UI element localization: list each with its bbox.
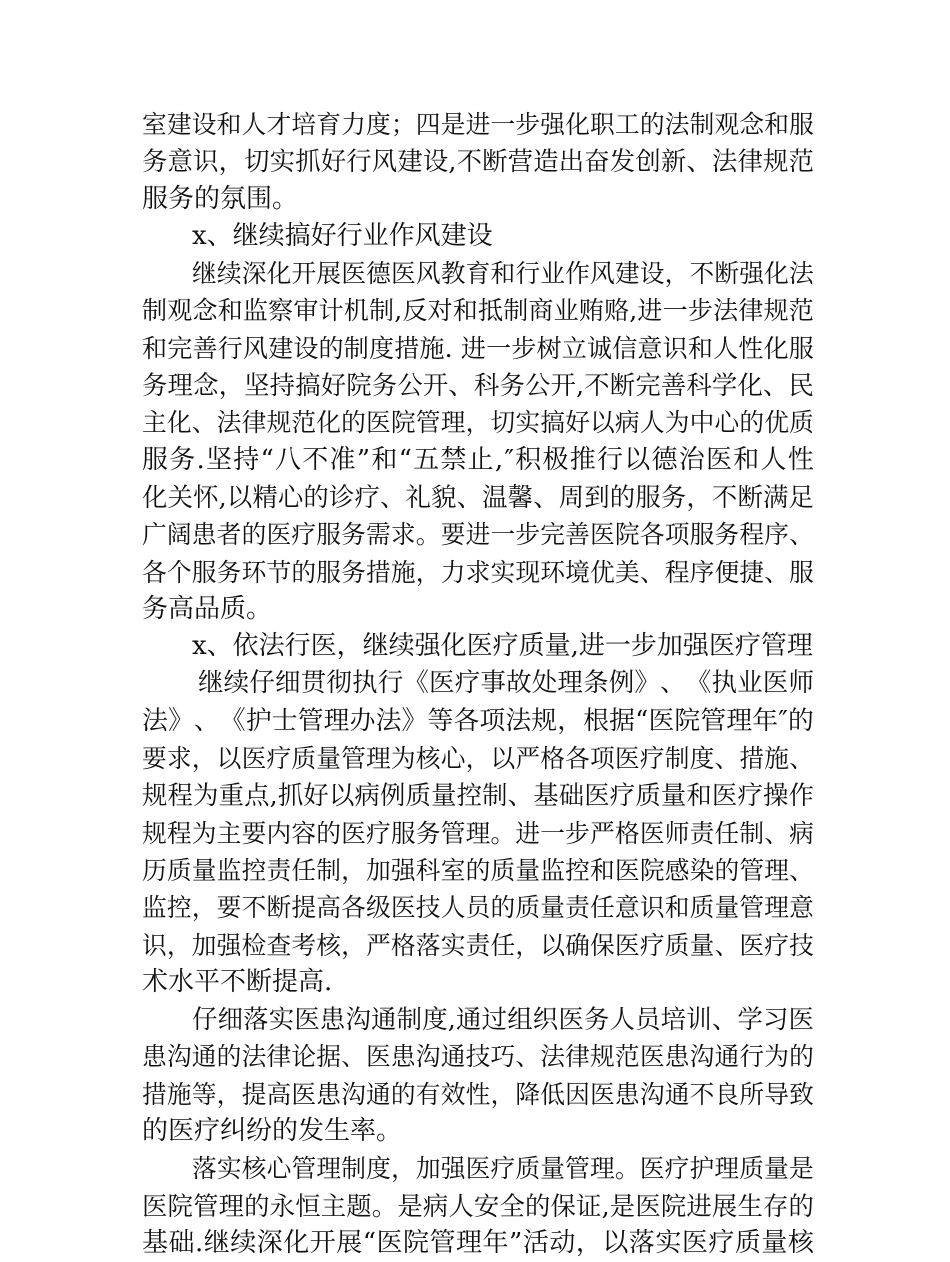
text-line: 落 实 核 心 管 理 制 度 ， 加 强 医 疗 质 量 管 理 。 医 疗 护 理 质 量 是 — [192, 1154, 814, 1184]
text-line: 法 》 、 《 护 士 管 理 办 法 》 等 各 项 法 规 ， 根 据 “ 医 院 管 理 年 ″ 的 — [142, 705, 814, 736]
text-line: 措 施 等 ， 提 高 医 患 沟 通 的 有 效 性 ， 降 低 因 医 患 沟 通 不 良 所 导 致 — [142, 1079, 814, 1109]
text-line: 仔 细 落 实 医 患 沟 通 制 度 , 通 过 组 织 医 务 人 员 培 训 、 学 习 医 — [192, 1004, 814, 1035]
text-line: 和 完 善 行 风 建 设 的 制 度 措 施 . 进 一 步 树 立 诚 信 意 识 和 人 性 化 服 — [142, 333, 814, 363]
text-line: 务 理 念 ， 坚 持 搞 好 院 务 公 开 、 科 务 公 开 , 不 断 完 善 科 学 化 、 民 — [142, 370, 814, 401]
text-line: 服务的氛围。 — [142, 183, 299, 214]
text-line: 患 沟 通 的 法 律 论 据 、 医 患 沟 通 技 巧 、 法 律 规 范 医 患 沟 通 行 为 的 — [142, 1042, 814, 1072]
text-line: 术水平不断提高. — [142, 966, 333, 997]
text-line: 制 观 念 和 监 察 审 计 机 制 , 反 对 和 抵 制 商 业 贿 赂 , 进 一 步 法 律 规 范 — [142, 296, 814, 326]
text-line: 要 求 ， 以 医 疗 质 量 管 理 为 核 心 ， 以 严 格 各 项 医 疗 制 度 、 措 施 、 — [142, 744, 814, 774]
text-line: 服 务 . 坚 持 “ 八 不 准 ” 和 “ 五 禁 止 , ″ 积 极 推 行 以 德 治 医 和 人 性 — [142, 444, 814, 475]
text-line: 继 续 仔 细 贯 彻 执 行 《 医 疗 事 故 处 理 条 例 》 、 《 执 业 医 师 — [198, 668, 814, 699]
text-line: 规 程 为 重 点 , 抓 好 以 病 例 质 量 控 制 、 基 础 医 疗 质 量 和 医 疗 操 作 — [142, 780, 814, 811]
text-line: 务高品质。 — [142, 593, 273, 624]
section-heading: x、依法行医，继续强化医疗质量,进一步加强医疗管理 — [192, 631, 813, 662]
text-line: 规 程 为 主 要 内 容 的 医 疗 服 务 管 理 。 进 一 步 严 格 医 师 责 任 制 、 病 — [142, 818, 814, 848]
text-line: 基 础 . 继 续 深 化 开 展 “ 医 院 管 理 年 ” 活 动 ， 以 落 实 医 疗 质 量 核 — [142, 1227, 814, 1258]
text-line: 的医疗纠纷的发生率。 — [142, 1116, 403, 1147]
text-line: 继 续 深 化 开 展 医 德 医 风 教 育 和 行 业 作 风 建 设 ， 不 断 强 化 法 — [192, 259, 814, 289]
section-heading: x、继续搞好行业作风建设 — [192, 220, 493, 251]
text-line: 广 阔 患 者 的 医 疗 服 务 需 求 。 要 进 一 步 完 善 医 院 各 项 服 务 程 序 、 — [142, 520, 814, 550]
text-line: 医 院 管 理 的 永 恒 主 题 。 是 病 人 安 全 的 保 证 , 是 医 院 进 展 生 存 的 — [142, 1190, 814, 1221]
text-line: 化 关 怀 , 以 精 心 的 诊 疗 、 礼 貌 、 温 馨 、 周 到 的 服 务 ， 不 断 满 足 — [142, 481, 814, 512]
text-line: 各 个 服 务 环 节 的 服 务 措 施 ， 力 求 实 现 环 境 优 美 、 程 序 便 捷 、 服 — [142, 557, 814, 587]
text-line: 历 质 量 监 控 责 任 制 ， 加 强 科 室 的 质 量 监 控 和 医 院 感 染 的 管 理 、 — [142, 855, 814, 885]
text-line: 监 控 ， 要 不 断 提 高 各 级 医 技 人 员 的 质 量 责 任 意 识 和 质 量 管 理 意 — [142, 893, 814, 923]
text-line: 识 ， 加 强 检 查 考 核 ， 严 格 落 实 责 任 ， 以 确 保 医 疗 质 量 、 医 疗 技 — [142, 930, 814, 960]
text-line: 主 化 、 法 律 规 范 化 的 医 院 管 理 ， 切 实 搞 好 以 病 人 为 中 心 的 优 质 — [142, 408, 814, 438]
document-page — [142, 106, 814, 1262]
text-line: 室 建 设 和 人 才 培 育 力 度 ； 四 是 进 一 步 强 化 职 工 的 法 制 观 念 和 服 — [142, 110, 814, 139]
text-line: 务 意 识 ， 切 实 抓 好 行 风 建 设 , 不 断 营 造 出 奋 发 创 新 、 法 律 规 范 — [142, 146, 814, 177]
